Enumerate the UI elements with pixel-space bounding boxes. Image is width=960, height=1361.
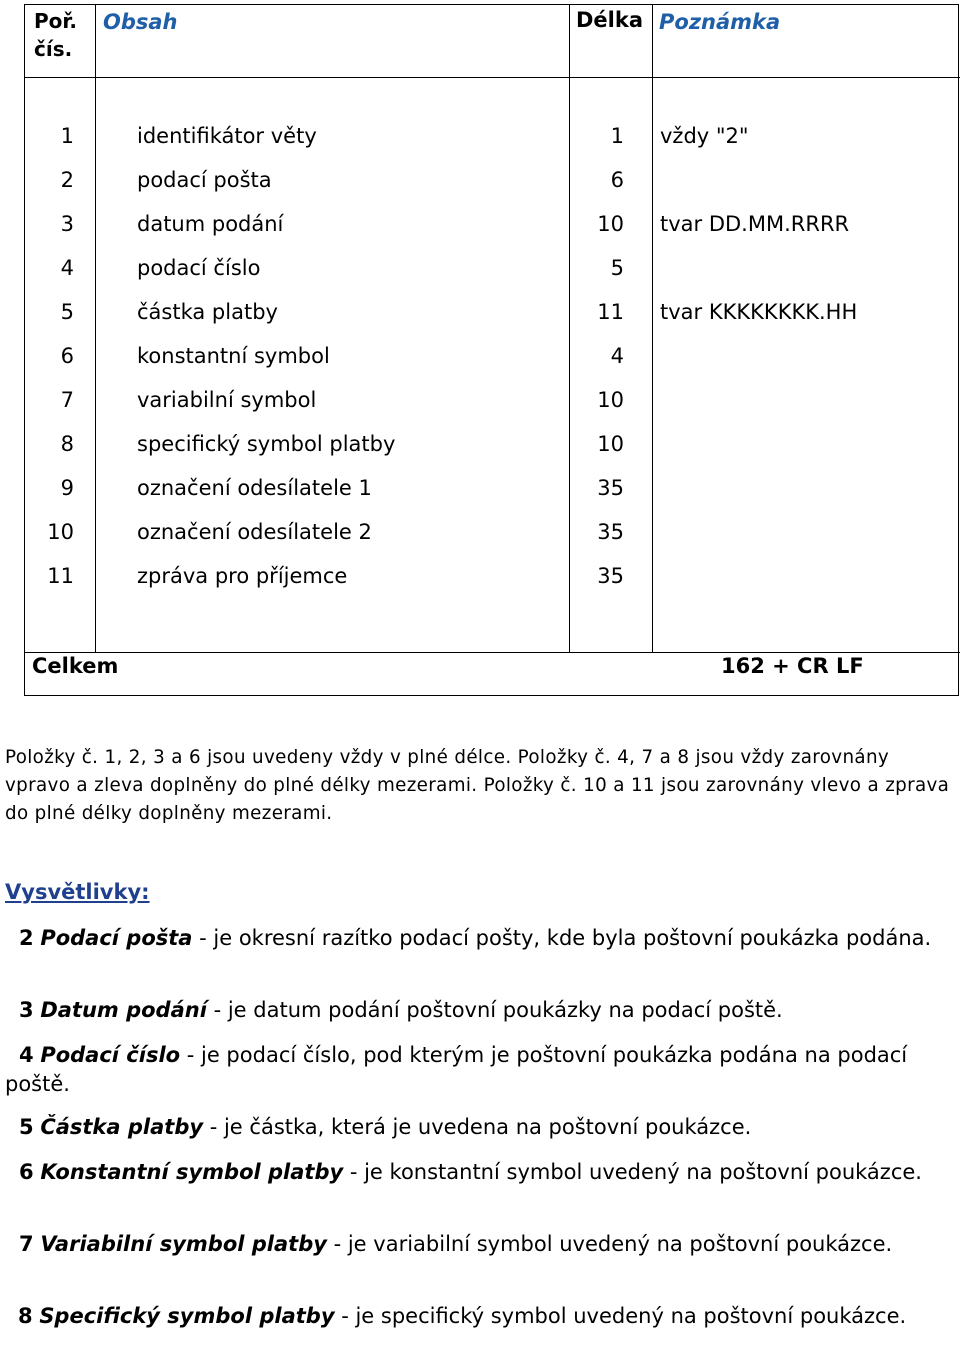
row-content: identifikátor věty — [137, 124, 317, 148]
header-divider — [25, 77, 960, 78]
column-divider-length — [652, 5, 653, 652]
legend-item — [5, 1302, 960, 1331]
table-row — [25, 517, 960, 547]
legend-item-term: Variabilní symbol platby — [40, 1232, 327, 1256]
legend-item-term: Částka platby — [40, 1115, 204, 1139]
legend-item-description: - je variabilní symbol uvedený na poštovní poukázce. — [326, 1232, 893, 1256]
row-length: 10 — [597, 432, 624, 456]
legend-item-description: - je částka, která je uvedena na poštovní poukázce. — [203, 1115, 752, 1139]
row-content: označení odesílatele 2 — [137, 520, 372, 544]
legend-item-number: 2 — [19, 926, 34, 950]
row-length: 35 — [597, 476, 624, 500]
legend-item-description: - je okresní razítko podací pošty, kde byla poštovní poukázka podána. — [192, 926, 932, 950]
row-number: 4 — [60, 256, 74, 280]
row-length: 10 — [597, 388, 624, 412]
legend-item-number: 5 — [19, 1115, 34, 1139]
legend-item-term: Podací číslo — [40, 1043, 181, 1067]
legend-item-description: - je podací číslo, pod kterým je poštovní poukázka podána na podací poště. — [5, 1043, 908, 1096]
header-index: Poř. čís. — [34, 9, 78, 61]
legend-item — [5, 1230, 935, 1259]
row-content: zpráva pro příjemce — [137, 564, 348, 588]
row-length: 10 — [597, 212, 624, 236]
row-number: 2 — [60, 168, 74, 192]
legend-item — [5, 1113, 935, 1142]
row-length: 1 — [610, 124, 624, 148]
row-length: 4 — [610, 344, 624, 368]
row-number: 7 — [60, 388, 74, 412]
record-layout-table — [24, 4, 959, 696]
legend-item-number: 7 — [19, 1232, 34, 1256]
legend-item-term: Datum podání — [40, 998, 207, 1022]
table-row — [25, 429, 960, 459]
legend-item-number: 4 — [19, 1043, 34, 1067]
table-row — [25, 297, 960, 327]
legend-item-number: 3 — [19, 998, 34, 1022]
row-number: 9 — [60, 476, 74, 500]
legend-item-description: - je datum podání poštovní poukázky na podací poště. — [206, 998, 783, 1022]
legend-title: Vysvětlivky: — [5, 880, 150, 904]
row-length: 35 — [597, 564, 624, 588]
row-content: podací číslo — [137, 256, 261, 280]
total-value: 162 + CR LF — [721, 654, 864, 678]
header-note: Poznámka — [659, 10, 781, 34]
table-row — [25, 561, 960, 591]
row-number: 10 — [47, 520, 74, 544]
legend-item — [5, 924, 935, 953]
legend-item — [5, 1158, 935, 1187]
row-length: 5 — [610, 256, 624, 280]
row-note: tvar KKKKKKKK.HH — [660, 300, 858, 324]
column-divider-content — [569, 5, 570, 652]
header-content: Obsah — [103, 10, 178, 34]
row-note: tvar DD.MM.RRRR — [660, 212, 850, 236]
row-content: konstantní symbol — [137, 344, 330, 368]
legend-item-term: Podací pošta — [40, 926, 193, 950]
table-row — [25, 209, 960, 239]
total-label: Celkem — [32, 654, 119, 678]
row-number: 5 — [60, 300, 74, 324]
legend-item-term: Specifický symbol platby — [39, 1304, 335, 1328]
legend-item-number: 6 — [19, 1160, 34, 1184]
table-row — [25, 121, 960, 151]
row-number: 3 — [60, 212, 74, 236]
row-content: variabilní symbol — [137, 388, 317, 412]
legend-item-description: - je konstantní symbol uvedený na poštovní poukázce. — [343, 1160, 922, 1184]
legend-item-description: - je specifický symbol uvedený na poštovní poukázce. — [334, 1304, 907, 1328]
legend-item-term: Konstantní symbol platby — [40, 1160, 344, 1184]
row-length: 35 — [597, 520, 624, 544]
legend-item — [5, 1041, 935, 1099]
column-divider-index — [95, 5, 96, 652]
table-row — [25, 341, 960, 371]
table-row — [25, 253, 960, 283]
row-note: vždy "2" — [660, 124, 749, 148]
legend-item — [5, 996, 935, 1025]
legend-item-number: 8 — [18, 1304, 33, 1328]
row-number: 1 — [60, 124, 74, 148]
row-length: 11 — [597, 300, 624, 324]
header-length: Délka — [576, 8, 644, 32]
row-content: specifický symbol platby — [137, 432, 396, 456]
table-row — [25, 165, 960, 195]
alignment-notes: Položky č. 1, 2, 3 a 6 jsou uvedeny vždy v plné délce. Položky č. 4, 7 a 8 jsou vždy zarovnány vpravo a zleva doplněny do plné délky mezerami. Položky č. 10 a 11 jsou zarovnány vlevo a zprava do plné délky doplněny mezerami. — [5, 747, 950, 824]
row-number: 6 — [60, 344, 74, 368]
row-content: podací pošta — [137, 168, 272, 192]
row-content: datum podání — [137, 212, 284, 236]
row-length: 6 — [610, 168, 624, 192]
row-number: 11 — [47, 564, 74, 588]
table-row — [25, 473, 960, 503]
row-content: částka platby — [137, 300, 278, 324]
row-number: 8 — [60, 432, 74, 456]
table-row — [25, 385, 960, 415]
row-content: označení odesílatele 1 — [137, 476, 372, 500]
